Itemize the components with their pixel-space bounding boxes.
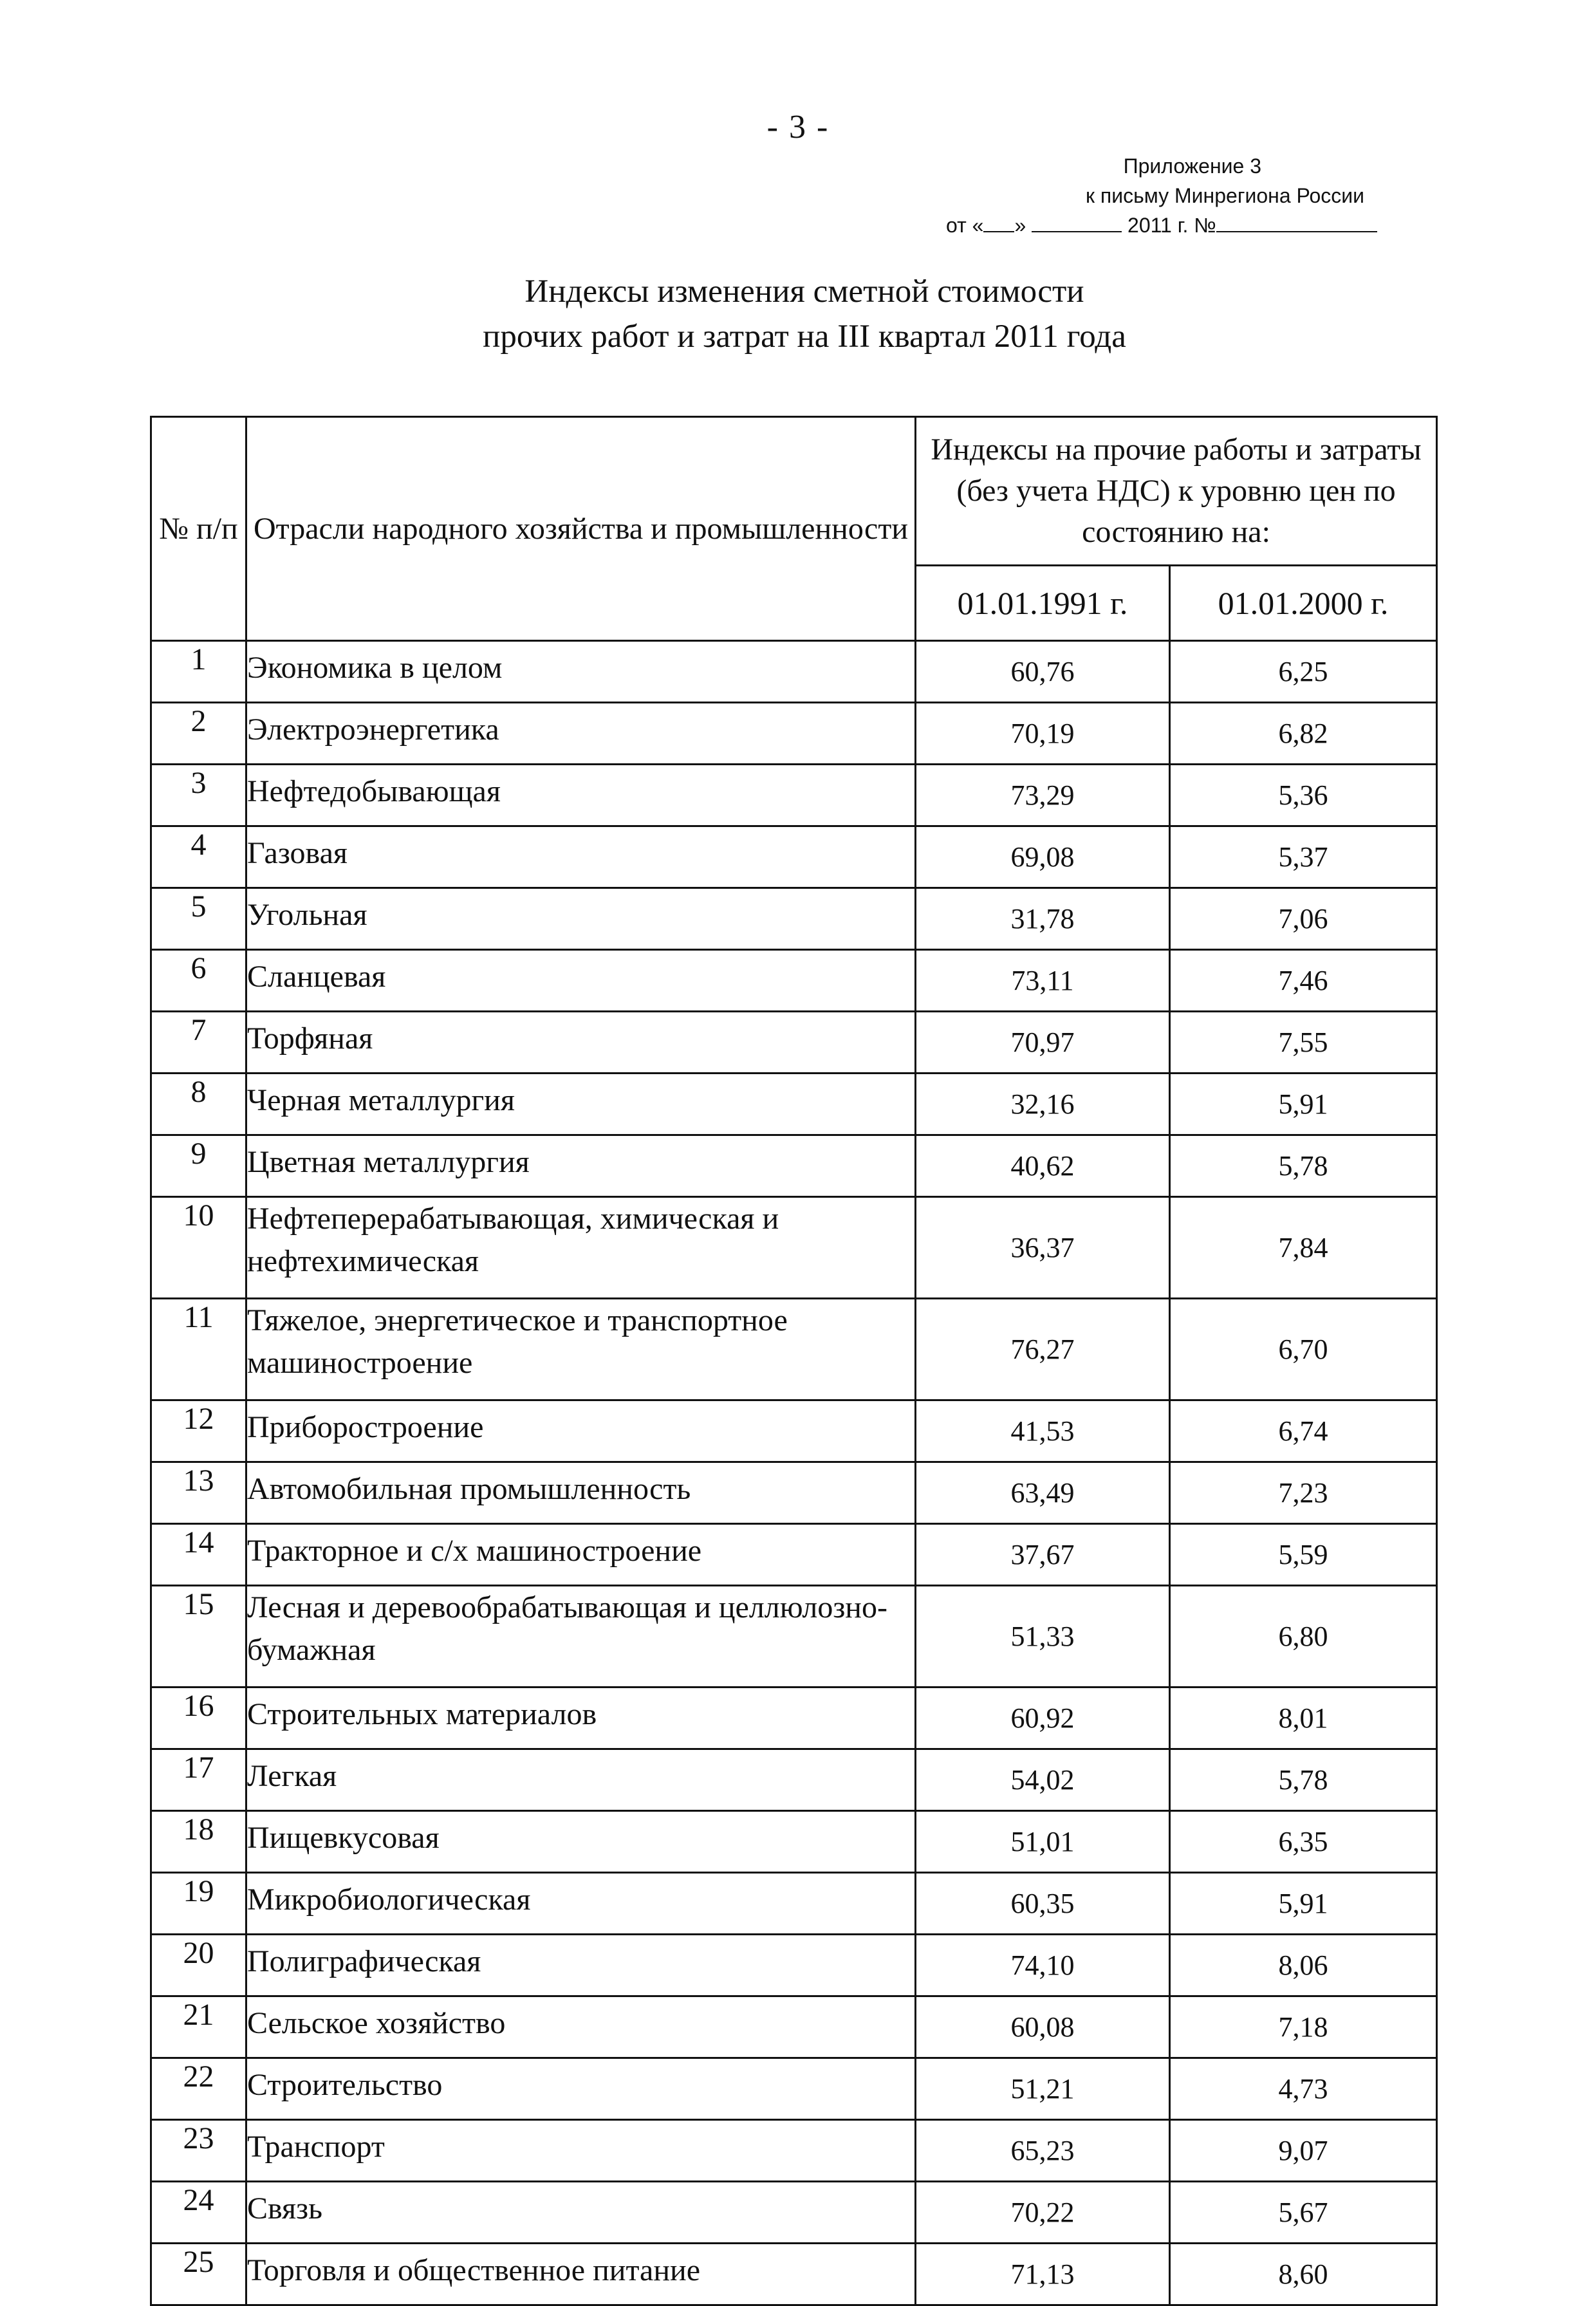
row-index-2000: 9,07	[1170, 2120, 1437, 2182]
number-blank	[1216, 212, 1377, 232]
table-row	[151, 1135, 1437, 1197]
row-index-2000: 5,91	[1170, 1074, 1437, 1135]
row-index-2000: 6,80	[1170, 1586, 1437, 1688]
row-index-1991: 60,35	[916, 1873, 1170, 1935]
row-index-2000: 5,59	[1170, 1524, 1437, 1586]
table-row	[151, 1462, 1437, 1524]
row-index-1991: 51,21	[916, 2058, 1170, 2120]
table-row	[151, 1299, 1437, 1400]
table-row	[151, 888, 1437, 950]
row-number: 22	[151, 2058, 246, 2120]
row-index-1991: 54,02	[916, 1749, 1170, 1811]
row-index-2000: 7,18	[1170, 1996, 1437, 2058]
table-row	[151, 1400, 1437, 1462]
table-row	[151, 1688, 1437, 1749]
row-industry: Автомобильная промышленность	[246, 1462, 916, 1524]
row-index-1991: 70,97	[916, 1012, 1170, 1074]
page-number: - 3 -	[766, 109, 830, 145]
table-row	[151, 703, 1437, 765]
row-index-2000: 5,67	[1170, 2182, 1437, 2244]
table-row	[151, 1074, 1437, 1135]
table-row	[151, 1873, 1437, 1935]
table-row	[151, 1749, 1437, 1811]
document-title-line2: прочих работ и затрат на III квартал 2011 года	[483, 319, 1126, 355]
row-index-2000: 7,23	[1170, 1462, 1437, 1524]
table-row	[151, 1996, 1437, 2058]
row-number: 10	[151, 1197, 246, 1299]
row-index-2000: 6,70	[1170, 1299, 1437, 1400]
header-date-2000: 01.01.2000 г.	[1170, 566, 1437, 641]
appendix-block	[882, 151, 1448, 240]
row-industry: Пищевкусовая	[246, 1811, 916, 1873]
table-row	[151, 2058, 1437, 2120]
row-index-2000: 8,06	[1170, 1935, 1437, 1996]
row-industry: Строительство	[246, 2058, 916, 2120]
row-index-2000: 7,46	[1170, 950, 1437, 1012]
row-index-1991: 73,29	[916, 765, 1170, 826]
row-number: 20	[151, 1935, 246, 1996]
row-industry: Экономика в целом	[246, 641, 916, 703]
appendix-number-sign: №	[1194, 214, 1216, 237]
table-row	[151, 1197, 1437, 1299]
row-industry: Легкая	[246, 1749, 916, 1811]
row-number: 18	[151, 1811, 246, 1873]
row-industry: Тяжелое, энергетическое и транспортное машиностроение	[246, 1299, 916, 1400]
row-number: 13	[151, 1462, 246, 1524]
row-industry: Сельское хозяйство	[246, 1996, 916, 2058]
header-date-1991: 01.01.1991 г.	[916, 566, 1170, 641]
row-index-2000: 6,35	[1170, 1811, 1437, 1873]
header-number: № п/п	[151, 417, 246, 641]
row-index-1991: 63,49	[916, 1462, 1170, 1524]
row-index-2000: 8,60	[1170, 2244, 1437, 2305]
row-number: 5	[151, 888, 246, 950]
row-number: 1	[151, 641, 246, 703]
row-index-1991: 36,37	[916, 1197, 1170, 1299]
row-number: 15	[151, 1586, 246, 1688]
appendix-date-line	[882, 210, 1448, 240]
row-number: 12	[151, 1400, 246, 1462]
appendix-date-prefix: от «	[946, 214, 984, 237]
table-row	[151, 765, 1437, 826]
row-index-1991: 74,10	[916, 1935, 1170, 1996]
row-industry: Цветная металлургия	[246, 1135, 916, 1197]
row-number: 6	[151, 950, 246, 1012]
row-index-1991: 65,23	[916, 2120, 1170, 2182]
row-index-1991: 37,67	[916, 1524, 1170, 1586]
row-number: 7	[151, 1012, 246, 1074]
row-number: 19	[151, 1873, 246, 1935]
header-indices-group: Индексы на прочие работы и затраты (без учета НДС) к уровню цен по состоянию на:	[916, 417, 1437, 566]
row-index-1991: 69,08	[916, 826, 1170, 888]
row-industry: Черная металлургия	[246, 1074, 916, 1135]
table-row	[151, 2244, 1437, 2305]
month-blank	[1032, 212, 1122, 232]
table-row	[151, 1935, 1437, 1996]
table-row	[151, 950, 1437, 1012]
row-index-1991: 51,01	[916, 1811, 1170, 1873]
row-industry: Транспорт	[246, 2120, 916, 2182]
row-index-1991: 41,53	[916, 1400, 1170, 1462]
day-blank	[983, 212, 1014, 232]
row-index-2000: 5,78	[1170, 1135, 1437, 1197]
row-number: 11	[151, 1299, 246, 1400]
table-row	[151, 1524, 1437, 1586]
row-index-2000: 7,84	[1170, 1197, 1437, 1299]
table-row	[151, 826, 1437, 888]
row-index-1991: 40,62	[916, 1135, 1170, 1197]
table-row	[151, 1012, 1437, 1074]
row-number: 16	[151, 1688, 246, 1749]
row-industry: Полиграфическая	[246, 1935, 916, 1996]
row-index-2000: 5,36	[1170, 765, 1437, 826]
appendix-date-quote: »	[1014, 214, 1026, 237]
row-index-2000: 6,74	[1170, 1400, 1437, 1462]
row-industry: Нефтеперерабатывающая, химическая и нефтехимическая	[246, 1197, 916, 1299]
row-industry: Торфяная	[246, 1012, 916, 1074]
row-index-2000: 5,37	[1170, 826, 1437, 888]
table-row	[151, 2120, 1437, 2182]
row-index-1991: 60,08	[916, 1996, 1170, 2058]
row-index-2000: 6,25	[1170, 641, 1437, 703]
document-title	[193, 269, 1416, 359]
row-industry: Строительных материалов	[246, 1688, 916, 1749]
row-index-1991: 71,13	[916, 2244, 1170, 2305]
row-industry: Угольная	[246, 888, 916, 950]
row-index-2000: 7,55	[1170, 1012, 1437, 1074]
row-index-1991: 51,33	[916, 1586, 1170, 1688]
table-row	[151, 1811, 1437, 1873]
row-number: 8	[151, 1074, 246, 1135]
row-index-1991: 70,19	[916, 703, 1170, 765]
row-number: 23	[151, 2120, 246, 2182]
row-number: 4	[151, 826, 246, 888]
row-number: 21	[151, 1996, 246, 2058]
row-number: 9	[151, 1135, 246, 1197]
row-industry: Торговля и общественное питание	[246, 2244, 916, 2305]
row-industry: Нефтедобывающая	[246, 765, 916, 826]
row-number: 24	[151, 2182, 246, 2244]
row-number: 3	[151, 765, 246, 826]
row-index-2000: 6,82	[1170, 703, 1437, 765]
row-index-1991: 60,92	[916, 1688, 1170, 1749]
row-index-2000: 8,01	[1170, 1688, 1437, 1749]
row-number: 14	[151, 1524, 246, 1586]
row-index-1991: 73,11	[916, 950, 1170, 1012]
row-index-1991: 60,76	[916, 641, 1170, 703]
appendix-title: Приложение 3	[1123, 154, 1261, 178]
document-title-line1: Индексы изменения сметной стоимости	[524, 274, 1084, 310]
row-index-2000: 4,73	[1170, 2058, 1437, 2120]
appendix-letter-ref: к письму Минрегиона России	[1086, 184, 1364, 207]
row-index-1991: 76,27	[916, 1299, 1170, 1400]
row-index-2000: 5,91	[1170, 1873, 1437, 1935]
row-index-1991: 32,16	[916, 1074, 1170, 1135]
row-industry: Газовая	[246, 826, 916, 888]
appendix-year: 2011 г.	[1127, 214, 1189, 237]
indices-table	[150, 416, 1438, 2306]
row-industry: Тракторное и с/х машиностроение	[246, 1524, 916, 1586]
row-index-2000: 7,06	[1170, 888, 1437, 950]
table-row	[151, 641, 1437, 703]
row-industry: Приборостроение	[246, 1400, 916, 1462]
row-industry: Лесная и деревообрабатывающая и целлюлозно-бумажная	[246, 1586, 916, 1688]
header-industry: Отрасли народного хозяйства и промышленности	[246, 417, 916, 641]
row-industry: Электроэнергетика	[246, 703, 916, 765]
row-index-1991: 70,22	[916, 2182, 1170, 2244]
row-number: 25	[151, 2244, 246, 2305]
row-number: 2	[151, 703, 246, 765]
row-number: 17	[151, 1749, 246, 1811]
table-row	[151, 2182, 1437, 2244]
table-row	[151, 1586, 1437, 1688]
row-industry: Микробиологическая	[246, 1873, 916, 1935]
row-industry: Связь	[246, 2182, 916, 2244]
row-index-2000: 5,78	[1170, 1749, 1437, 1811]
row-industry: Сланцевая	[246, 950, 916, 1012]
row-index-1991: 31,78	[916, 888, 1170, 950]
